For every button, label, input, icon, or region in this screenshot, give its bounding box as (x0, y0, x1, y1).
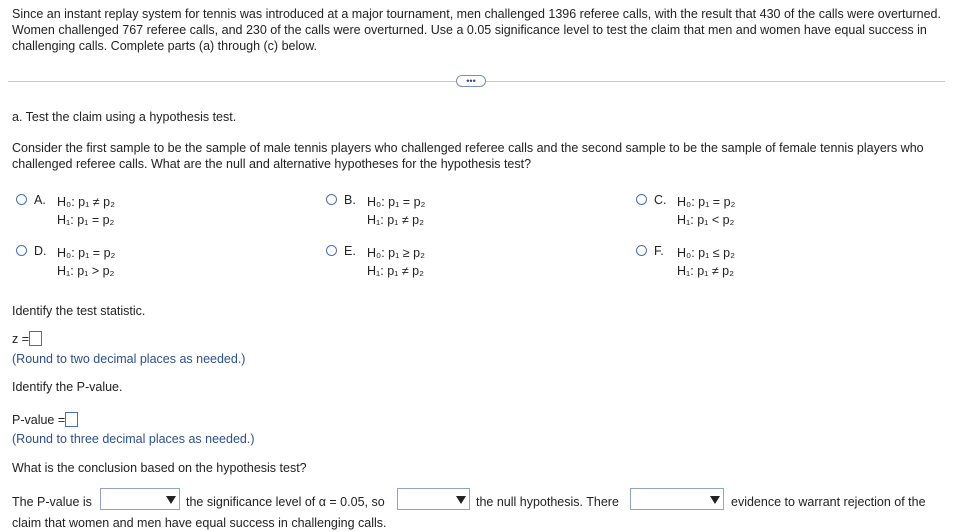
pvalue-prompt: Identify the P-value. (12, 380, 123, 394)
radio-b-icon[interactable] (326, 194, 337, 205)
null-hypothesis: H₀: p₁ = p₂ (677, 195, 736, 209)
option-hypotheses (367, 244, 425, 280)
conclusion-text-4: evidence to warrant rejection of the (731, 495, 926, 509)
conclusion-text-5: claim that women and men have equal success in challenging calls. (12, 516, 387, 530)
pvalue-input[interactable] (65, 412, 78, 427)
option-hypotheses (367, 193, 425, 229)
alt-hypothesis: H₁: p₁ ≠ p₂ (677, 264, 734, 278)
conclusion-text-3: the null hypothesis. There (476, 495, 619, 509)
null-hypothesis: H₀: p₁ = p₂ (57, 246, 116, 260)
conclusion-prompt: What is the conclusion based on the hypothesis test? (12, 461, 307, 475)
alt-hypothesis: H₁: p₁ > p₂ (57, 264, 115, 278)
alt-hypothesis: H₁: p₁ ≠ p₂ (367, 264, 424, 278)
option-letter: E. (344, 244, 356, 258)
test-stat-prompt: Identify the test statistic. (12, 304, 146, 318)
chevron-down-icon (166, 496, 176, 504)
part-a-heading: a. Test the claim using a hypothesis test. (12, 110, 237, 124)
option-letter: D. (34, 244, 47, 258)
z-round-note: (Round to two decimal places as needed.) (12, 352, 246, 366)
evidence-dropdown[interactable] (630, 488, 724, 510)
alt-hypothesis: H₁: p₁ < p₂ (677, 213, 735, 227)
pvalue-label: P-value = (12, 413, 66, 427)
z-row (12, 331, 42, 346)
decision-dropdown[interactable] (397, 488, 470, 510)
option-hypotheses (677, 244, 735, 280)
chevron-down-icon (456, 496, 466, 504)
null-hypothesis: H₀: p₁ ≤ p₂ (677, 246, 735, 260)
pvalue-row (12, 412, 78, 427)
radio-c-icon[interactable] (636, 194, 647, 205)
alt-hypothesis: H₁: p₁ ≠ p₂ (367, 213, 424, 227)
z-label: z = (12, 332, 30, 346)
option-hypotheses (677, 193, 735, 229)
pvalue-comparison-dropdown[interactable] (100, 488, 180, 510)
option-letter: A. (34, 193, 46, 207)
show-more-button[interactable]: ••• (456, 75, 486, 87)
option-letter: F. (654, 244, 664, 258)
option-letter: C. (654, 193, 667, 207)
pvalue-round-note: (Round to three decimal places as needed.) (12, 432, 255, 446)
null-hypothesis: H₀: p₁ ≥ p₂ (367, 246, 425, 260)
radio-a-icon[interactable] (16, 194, 27, 205)
conclusion-text-2: the significance level of α = 0.05, so (186, 495, 385, 509)
option-hypotheses (57, 244, 115, 280)
option-letter: B. (344, 193, 356, 207)
conclusion-text-1: The P-value is (12, 495, 92, 509)
hypotheses-question: Consider the first sample to be the sample of male tennis players who challenged referee calls and the second sample to be the sample of female tennis players who challenged referee calls. What are the null and alternative hypotheses for the hypothesis test? (12, 141, 924, 171)
problem-statement: Since an instant replay system for tennis was introduced at a major tournament, men challenged 1396 referee calls, with the result that 430 of the calls were overturned. Women challenged 767 referee calls, and 230 of the calls were overturned. Use a 0.05 significance level to test the claim that men and women have equal success in challenging calls. Complete parts (a) through (c) below. (12, 7, 941, 53)
alt-hypothesis: H₁: p₁ = p₂ (57, 213, 115, 227)
null-hypothesis: H₀: p₁ = p₂ (367, 195, 426, 209)
chevron-down-icon (710, 496, 720, 504)
z-input[interactable] (29, 331, 42, 346)
null-hypothesis: H₀: p₁ ≠ p₂ (57, 195, 115, 209)
radio-e-icon[interactable] (326, 245, 337, 256)
radio-d-icon[interactable] (16, 245, 27, 256)
option-hypotheses (57, 193, 115, 229)
radio-f-icon[interactable] (636, 245, 647, 256)
